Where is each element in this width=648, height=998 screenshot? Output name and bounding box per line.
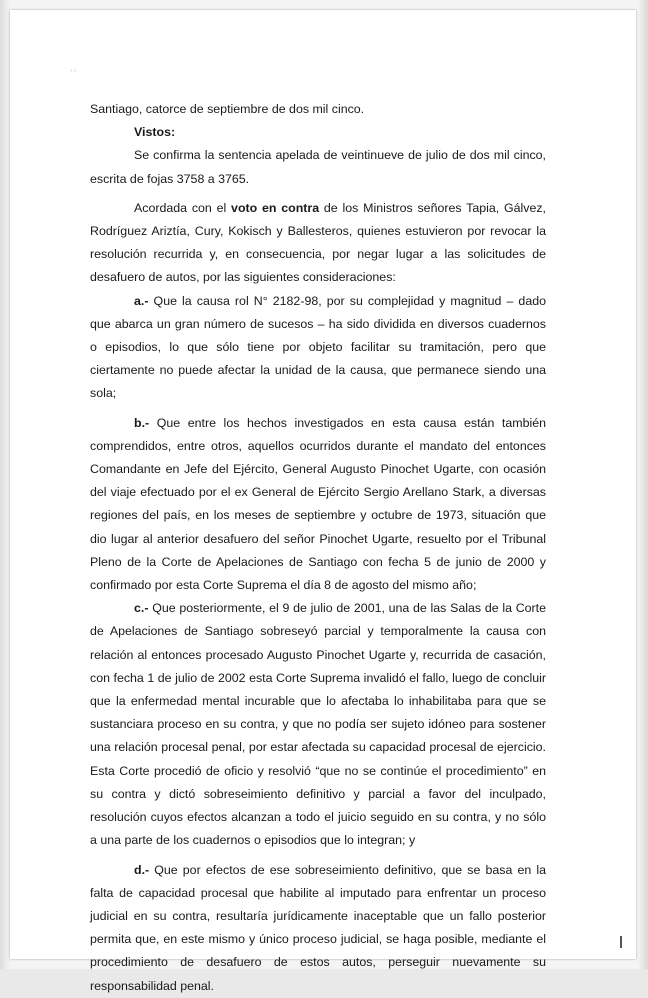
dissent-rest: de los Ministros señores Tapia, Gálvez, Rodríguez Ariztía, Cury, Kokisch y Ballesteros, quienes estuvieron por revocar la resolución recurrida y, en consecuencia, por negar lugar a las solicitudes de desafuero de autos, por las siguientes consideraciones: bbox=[90, 200, 546, 285]
consideration-b-text: Que entre los hechos investigados en esta causa están también comprendidos, entre otros, aquellos ocurridos durante el mandato del entonces Comandante en Jefe del Ejército, General Augusto Pinochet Ugarte, con ocasión del viaje efectuado por el ex General de Ejército Sergio Arellano Stark, a diversas regiones del país, en los meses de septiembre y octubre de 1973, situación que dio lugar al anterior desafuero del señor Pinochet Ugarte, resuelto por el Tribunal Pleno de la Corte de Apelaciones de Santiago con fecha 5 de junio de 2000 y confirmado por esta Corte Suprema el día 8 de agosto del mismo año; bbox=[90, 415, 546, 593]
consideration-c-text: Que posteriormente, el 9 de julio de 2001, una de las Salas de la Corte de Apelaciones de Santiago sobreseyó parcial y temporalmente la causa con relación al entonces procesado Augusto Pinochet Ugarte y, recurrida de casación, con fecha 1 de julio de 2002 esta Corte Suprema invalidó el fallo, luego de concluir que la enfermedad mental incurable que lo afectaba lo inhabilitaba para que se sustanciara proceso en su contra, y que no podía ser sujeto idóneo para sostener una relación procesal penal, por estar afectada su capacidad procesal de ejercicio. Esta Corte procedió de oficio y resolvió “que no se continúe el procedimiento” en su contra y dictó sobreseimiento definitivo y parcial a favor del inculpado, resolución cuyos efectos alcanzan a todo el juicio seguido en su contra, y no sólo a una parte de los cuadernos o episodios que lo integran; y bbox=[90, 601, 546, 848]
paragraph-dissent bbox=[90, 197, 546, 290]
consideration-d-label: d.- bbox=[134, 862, 150, 877]
consideration-a-text: Que la causa rol N° 2182-98, por su complejidad y magnitud – dado que abarca un gran número de sucesos – ha sido dividida en diversos cuadernos o episodios, lo que sólo tiene por objeto facilitar su tramitación, pero que ciertamente no puede afectar la unidad de la causa, que permanece siendo una sola; bbox=[90, 293, 546, 401]
consideration-b bbox=[90, 412, 546, 598]
dissent-intro: Acordada con el bbox=[134, 200, 232, 215]
consideration-b-label: b.- bbox=[134, 415, 150, 430]
paragraph-confirmation: Se confirma la sentencia apelada de veintinueve de julio de dos mil cinco, escrita de fojas 3758 a 3765. bbox=[90, 148, 546, 186]
dissent-bold: voto en contra bbox=[231, 200, 320, 215]
consideration-a bbox=[90, 290, 546, 406]
scan-dust: ’ ′ bbox=[70, 68, 76, 78]
scan-edge-mark bbox=[620, 936, 622, 948]
consideration-a-label: a.- bbox=[134, 293, 149, 308]
consideration-c-label: c.- bbox=[134, 601, 149, 616]
consideration-d bbox=[90, 859, 546, 998]
date-line: Santiago, catorce de septiembre de dos mil cinco. bbox=[90, 102, 365, 116]
consideration-d-text: Que por efectos de ese sobreseimiento definitivo, que se basa en la falta de capacidad procesal que habilite al imputado para enfrentar un proceso judicial en su contra, resultaría jurídicamente inaceptable que un fallo posterior permita que, en este mismo y único proceso judicial, se haga posible, mediante el procedimiento de desafuero de estos autos, perseguir nuevamente su responsabilidad penal. bbox=[90, 862, 546, 993]
document-body bbox=[90, 98, 546, 998]
consideration-c bbox=[90, 597, 546, 852]
vistos-heading: Vistos: bbox=[134, 125, 176, 140]
